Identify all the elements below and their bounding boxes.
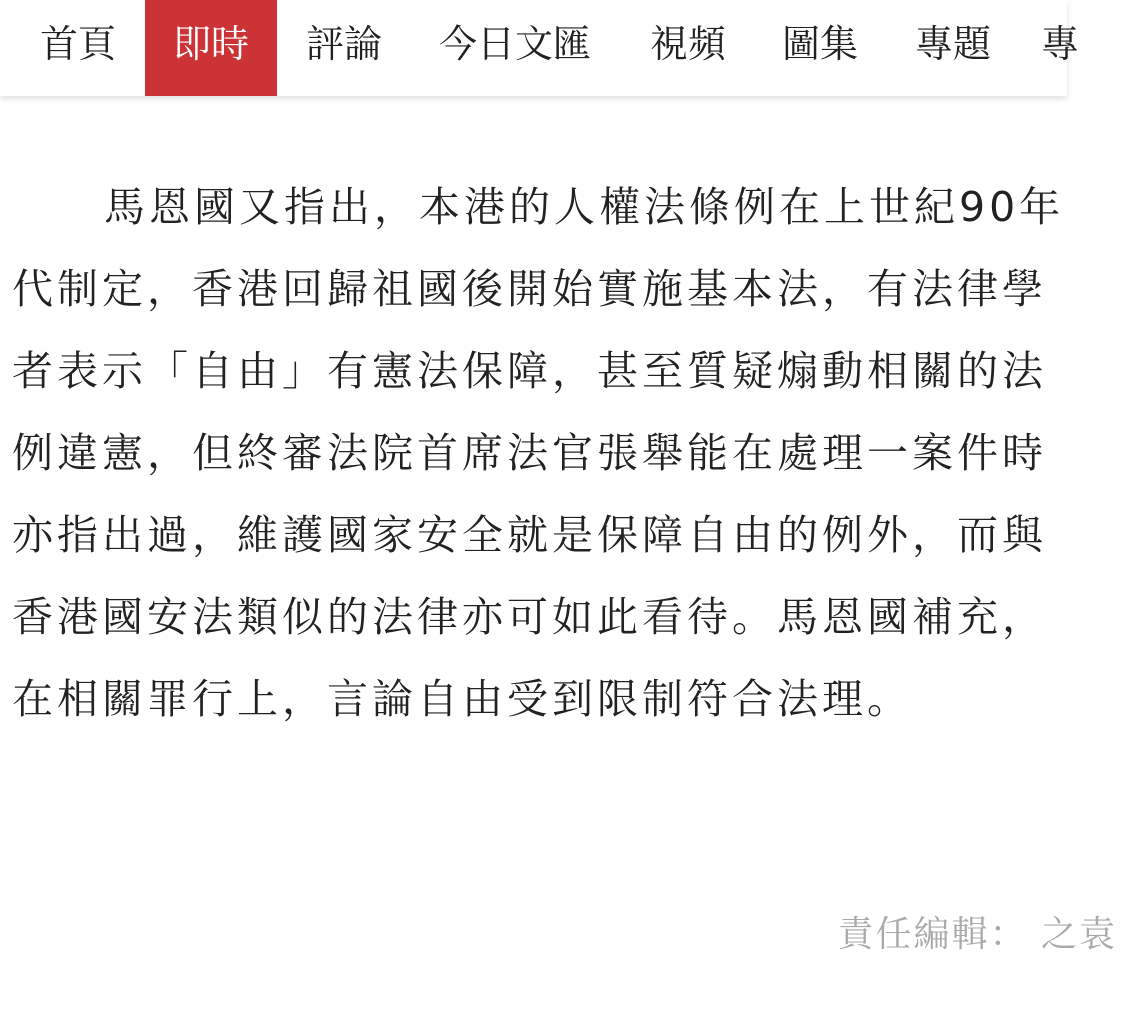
nav-item-special-topics[interactable]: 專題 [914,22,991,66]
nav-item-video[interactable]: 視頻 [649,22,726,66]
article-paragraph: 馬恩國又指出，本港的人權法條例在上世紀90年代制定，香港回歸祖國後開始實施基本法，有法律學者表示「自由」有憲法保障，甚至質疑煽動相關的法例違憲，但終審法院首席法官張舉能在處理一案件時亦指出過，維護國家安全就是保障自由的例外，而與香港國安法類似的法律亦可如此看待。馬恩國補充，在相關罪行上，言論自由受到限制符合法理。 [12,183,1065,723]
nav-item-commentary[interactable]: 評論 [305,22,382,66]
nav-item-today-wenwei[interactable]: 今日文匯 [438,22,591,66]
nav-item-gallery[interactable]: 圖集 [781,22,858,66]
editor-name: 之袁 [1040,914,1117,955]
nav-item-home[interactable]: 首頁 [39,22,116,66]
nav-item-more-clipped[interactable]: 專 [1041,22,1080,66]
top-navigation-bar [0,0,1080,96]
nav-item-instant[interactable]: 即時 [145,0,277,96]
editor-label: 責任編輯： [837,914,1028,955]
responsible-editor [838,906,1117,957]
